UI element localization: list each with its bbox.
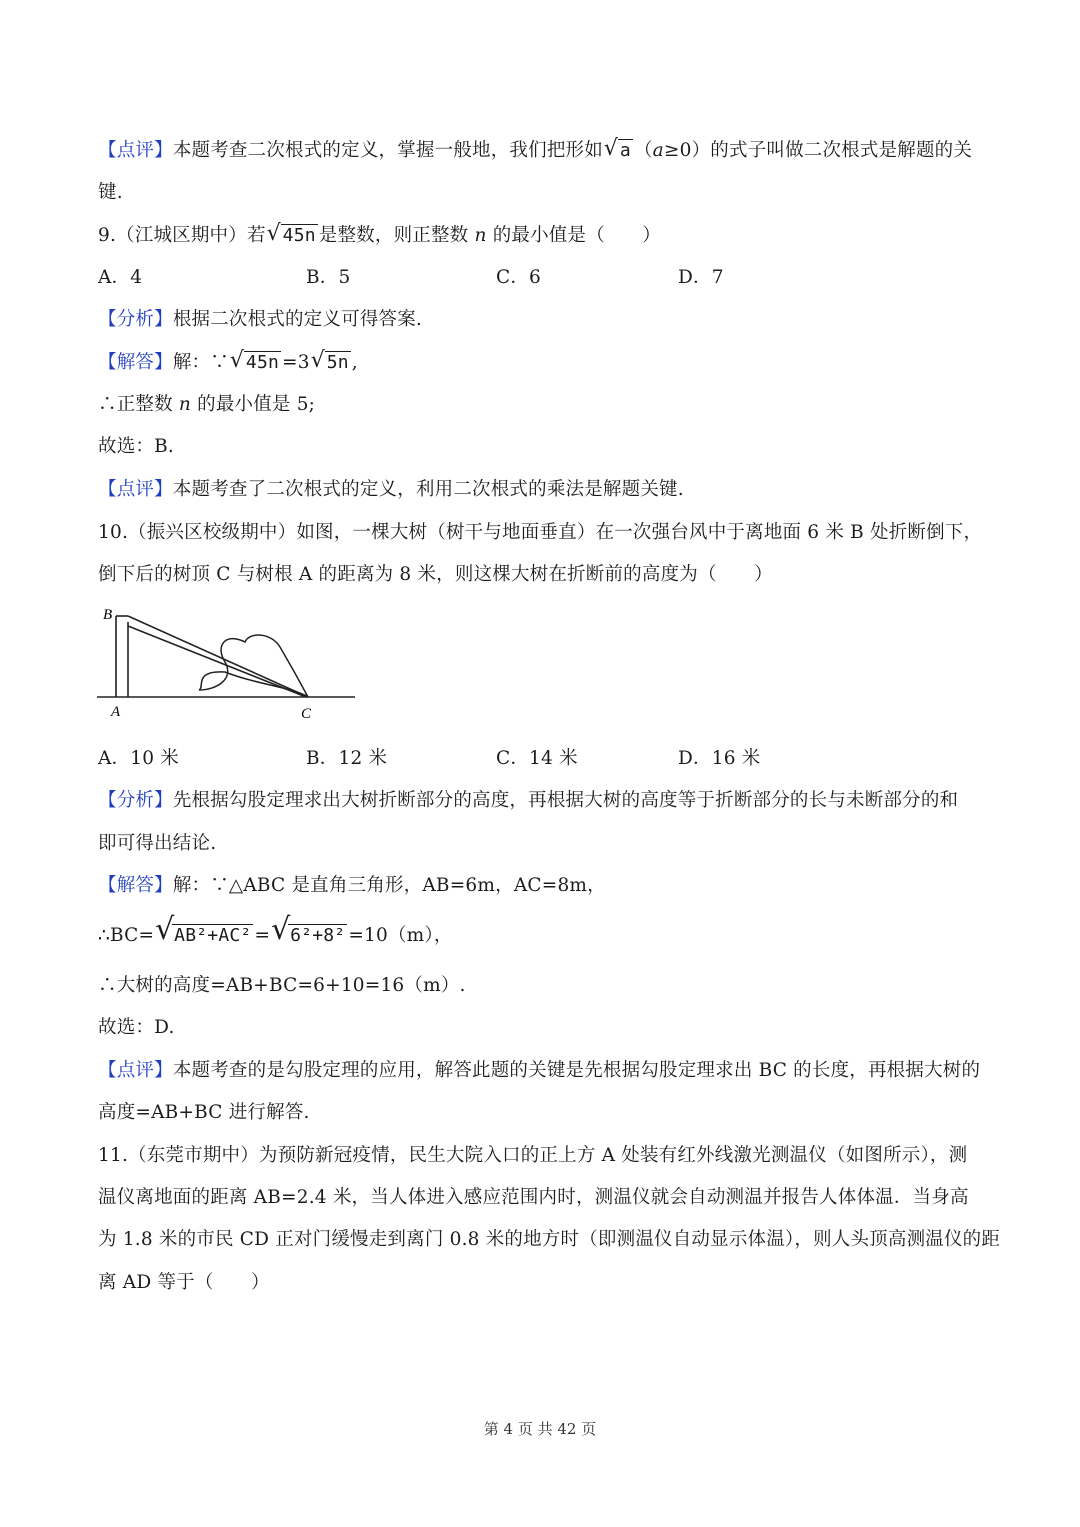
q9-option-b: B．5 bbox=[306, 267, 351, 288]
label-c: C bbox=[301, 706, 312, 722]
page-footer: 第 4 页 共 42 页 bbox=[483, 1420, 597, 1438]
q9-option-a: A．4 bbox=[98, 267, 143, 288]
q10-step-2: ∴大树的高度=AB+BC=6+10=16（m）. bbox=[98, 975, 466, 996]
sqrt-ab-ac: √ AB²+AC² bbox=[155, 912, 252, 947]
q9-option-d: D．7 bbox=[678, 267, 724, 288]
q10-answer: 【解答】解：∵△ABC 是直角三角形，AB=6m，AC=8m， bbox=[98, 875, 606, 896]
sqrt-45n: √ 45n bbox=[266, 221, 316, 246]
q10-step-3: 故选：D. bbox=[98, 1017, 175, 1038]
question-10: 10.（振兴区校级期中）如图，一棵大树（树干与地面垂直）在一次强台风中于离地面 6 米 B 处折断倒下， bbox=[98, 522, 983, 543]
question-10-cont: 倒下后的树顶 C 与树根 A 的距离为 8 米，则这棵大树在折断前的高度为（ ） bbox=[98, 564, 773, 585]
review-line-cont: 键. bbox=[98, 182, 123, 203]
q9-answer: 【解答】解：∵ √ 45n =3 √ 5n , bbox=[98, 349, 982, 377]
q10-option-a: A．10 米 bbox=[98, 748, 179, 769]
review-tag: 【点评】 bbox=[98, 140, 173, 161]
question-11-l2: 温仪离地面的距离 AB=2.4 米，当人体进入感应范围内时，测温仪就会自动测温并报告人体体温．当身高 bbox=[98, 1187, 969, 1208]
sqrt-5n: √ 5n bbox=[310, 348, 349, 373]
q10-options bbox=[98, 745, 982, 773]
q10-review-cont: 高度=AB+BC 进行解答. bbox=[98, 1102, 310, 1123]
sqrt-45n-answer: √ 45n bbox=[229, 348, 280, 373]
question-11-l4: 离 AD 等于（ ） bbox=[98, 1272, 270, 1293]
tree-crown bbox=[199, 635, 308, 697]
question-11: 11.（东莞市期中）为预防新冠疫情，民生大院入口的正上方 A 处装有红外线激光测温仪（如图所示），测 bbox=[98, 1145, 968, 1166]
review-line: 【点评】本题考查二次根式的定义，掌握一般地，我们把形如 √ a （a≥0）的式子叫做二次根式是解题的关 bbox=[98, 137, 982, 165]
q10-analysis: 【分析】先根据勾股定理求出大树折断部分的高度，再根据大树的高度等于折断部分的长与未断部分的和 bbox=[98, 790, 959, 811]
q9-step-1: ∴正整数 n 的最小值是 5; bbox=[98, 394, 316, 415]
sqrt-a: √ a bbox=[603, 136, 631, 161]
q10-step-1: ∴BC= √ AB²+AC² = √ 6²+8² =10（m）， bbox=[98, 922, 982, 950]
q10-analysis-cont: 即可得出结论. bbox=[98, 833, 217, 854]
q9-step-2: 故选：B. bbox=[98, 436, 174, 457]
q10-option-c: C．14 米 bbox=[496, 748, 578, 769]
q10-option-d: D．16 米 bbox=[678, 748, 761, 769]
broken-tree-figure bbox=[95, 602, 357, 726]
label-a: A bbox=[111, 704, 121, 720]
question-9: 9.（江城区期中）若 √ 45n 是整数，则正整数 n 的最小值是（ ） bbox=[98, 222, 982, 250]
label-b: B bbox=[103, 607, 113, 623]
q10-option-b: B．12 米 bbox=[306, 748, 388, 769]
question-11-l3: 为 1.8 米的市民 CD 正对门缓慢走到离门 0.8 米的地方时（即测温仪自动显示体温），则人头顶高测温仪的距 bbox=[98, 1229, 1001, 1250]
q9-options bbox=[98, 264, 982, 292]
q10-review: 【点评】本题考查的是勾股定理的应用，解答此题的关键是先根据勾股定理求出 BC 的长度，再根据大树的 bbox=[98, 1060, 981, 1081]
q9-review: 【点评】本题考查了二次根式的定义，利用二次根式的乘法是解题关键. bbox=[98, 479, 684, 500]
sqrt-6-8: √ 6²+8² bbox=[271, 912, 346, 947]
q9-analysis: 【分析】根据二次根式的定义可得答案. bbox=[98, 309, 422, 330]
q9-option-c: C．6 bbox=[496, 267, 542, 288]
